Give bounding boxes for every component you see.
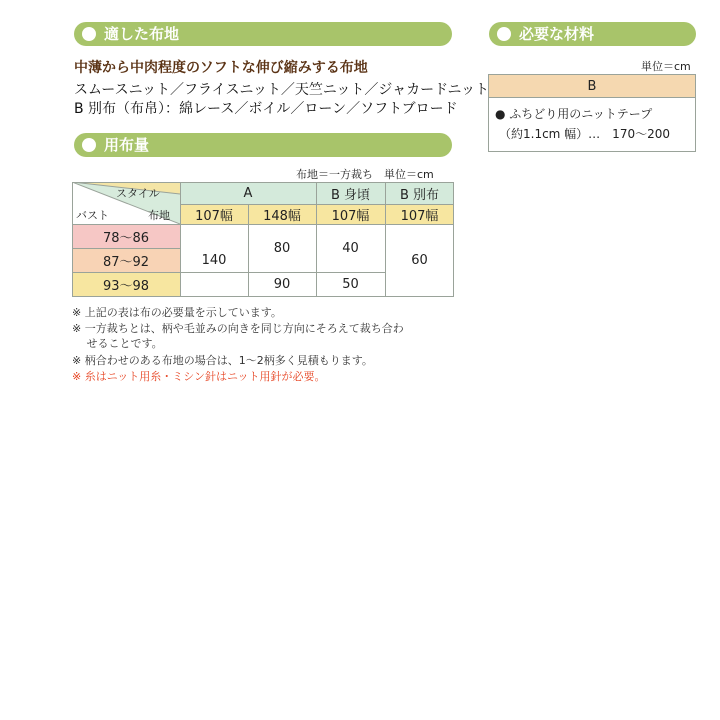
corner-fabric-label: 布地 xyxy=(148,209,170,222)
section-title-fabric: 適した布地 xyxy=(104,25,180,43)
materials-column-header: B xyxy=(489,75,695,98)
value-b-body-bottom: 50 xyxy=(342,277,359,292)
fabric-subtitle: 中薄から中肉程度のソフトな伸び縮みする布地 xyxy=(74,60,368,76)
note-line: せることです。 xyxy=(72,337,163,350)
fabric-list-line1: スムースニット／フライスニット／天竺ニット／ジャカードニット xyxy=(74,82,489,98)
note-line-red: ※ 糸はニット用糸・ミシン針はニット用針が必要。 xyxy=(72,370,326,383)
materials-item-line1: ● ふちどり用のニットテープ xyxy=(495,107,653,121)
materials-item-line2: （約1.1cm 幅）… 170〜200 xyxy=(499,127,670,141)
section-header-fabric xyxy=(74,22,452,46)
corner-style-label: スタイル xyxy=(116,187,160,200)
width-header: 107幅 xyxy=(385,204,454,224)
fabric-list-line2: B 別布（布帛）：綿レース／ボイル／ローン／ソフトブロード xyxy=(74,101,458,117)
value-b-body-top: 40 xyxy=(342,240,359,256)
bullet-dot-icon xyxy=(82,27,96,41)
note-line: ※ 柄合わせのある布地の場合は、1〜2柄多く見積もります。 xyxy=(72,354,373,367)
bullet-dot-icon xyxy=(497,27,511,41)
corner-bust-label: バスト xyxy=(76,209,109,222)
style-b-body-header: B 身頃 xyxy=(316,182,385,204)
section-title-materials: 必要な材料 xyxy=(519,25,595,43)
width-header: 148幅 xyxy=(248,204,316,224)
materials-unit-note: 単位＝cm xyxy=(641,60,691,73)
bust-size-row-2: 87〜92 xyxy=(72,248,180,272)
bust-size-row-1: 78〜86 xyxy=(72,224,180,248)
style-a-header: A xyxy=(180,182,316,204)
note-line: ※ 上記の表は布の必要量を示しています。 xyxy=(72,306,282,319)
materials-box xyxy=(488,74,696,152)
style-b-sep-header: B 別布 xyxy=(385,182,454,204)
section-title-yardage: 用布量 xyxy=(104,136,150,154)
table-unit-note: 布地＝一方裁ち 単位＝cm xyxy=(296,168,434,181)
bust-size-row-3: 93〜98 xyxy=(72,272,180,297)
value-a-148-top: 80 xyxy=(273,240,291,256)
value-a-148-bottom: 90 xyxy=(273,277,291,292)
table-corner xyxy=(72,182,180,224)
value-a-107: 140 xyxy=(201,253,227,268)
section-header-materials xyxy=(489,22,696,46)
note-line: ※ 一方裁ちとは、柄や毛並みの向きを同じ方向にそろえて裁ち合わ xyxy=(72,322,404,335)
bullet-dot-icon xyxy=(82,138,96,152)
section-header-yardage xyxy=(74,133,452,157)
width-header: 107幅 xyxy=(180,204,248,224)
yardage-table xyxy=(72,182,454,297)
value-b-sep: 60 xyxy=(411,253,428,268)
width-header: 107幅 xyxy=(316,204,385,224)
